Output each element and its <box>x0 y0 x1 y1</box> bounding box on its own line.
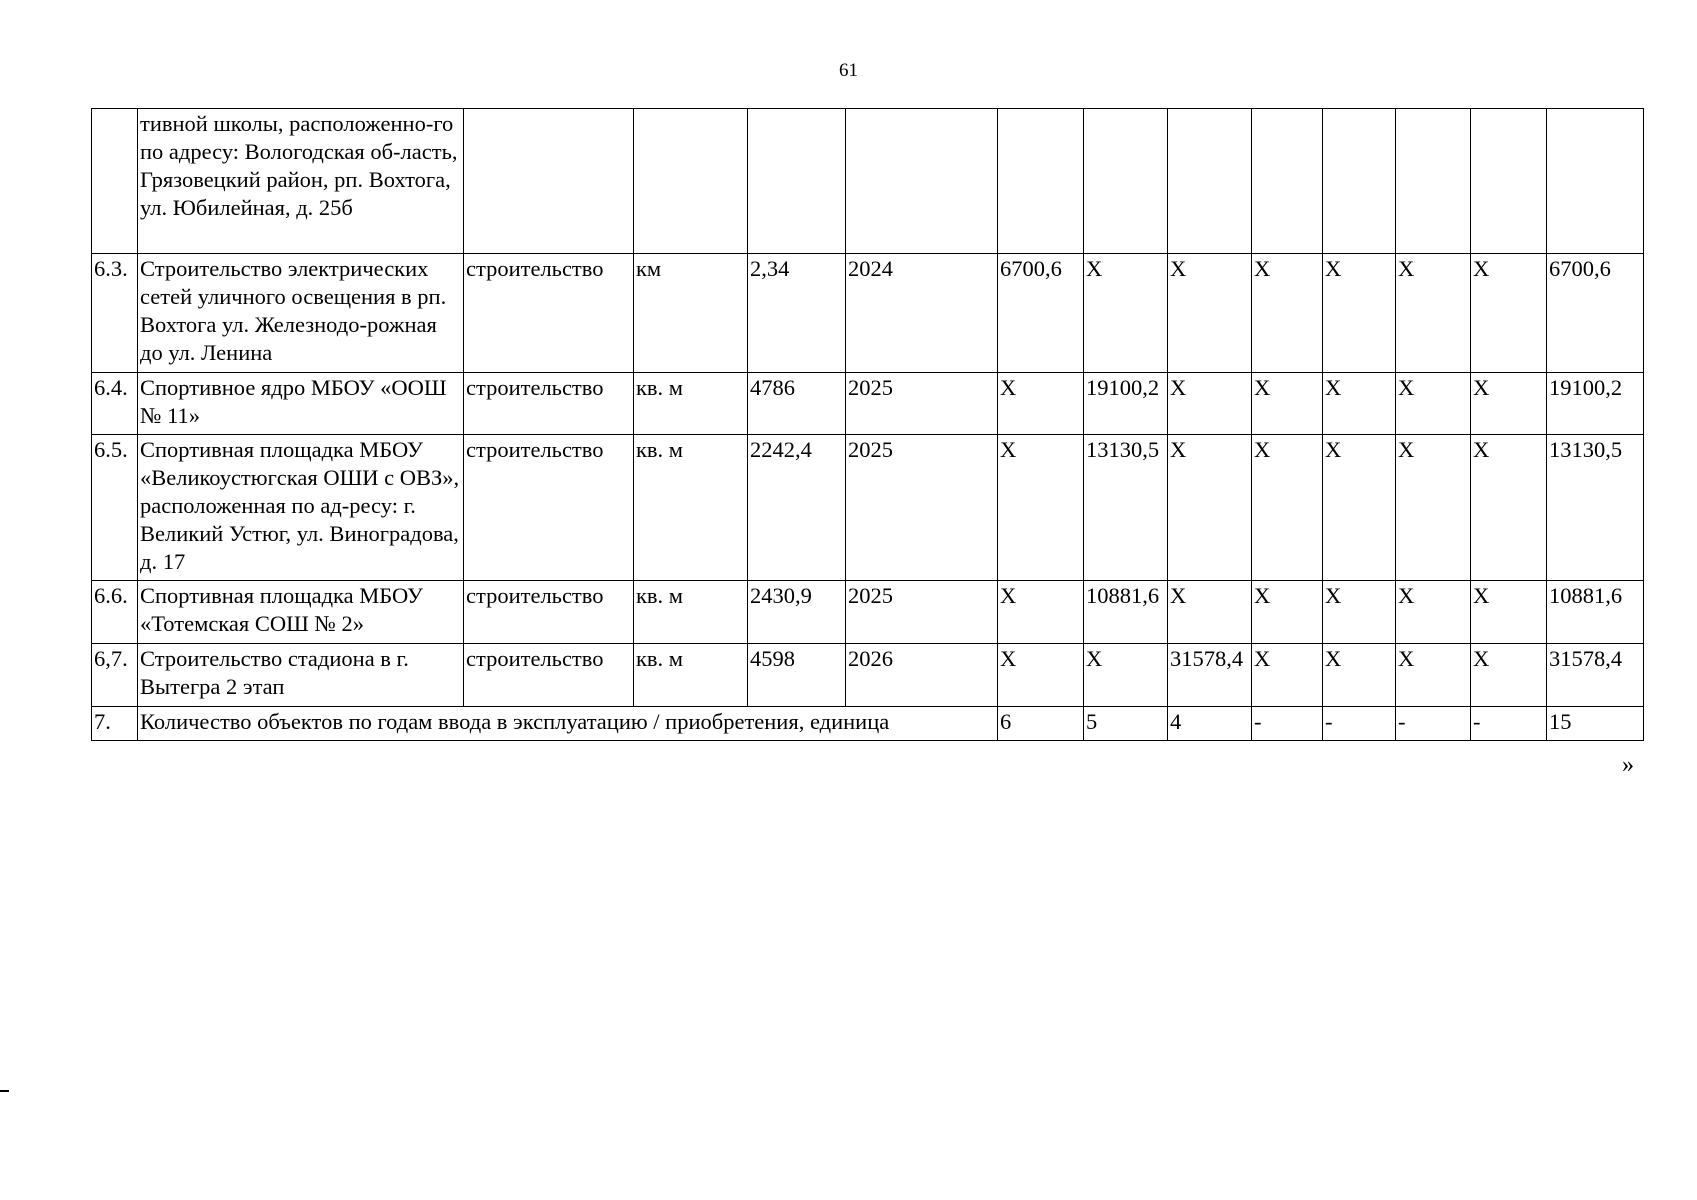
value-col-1 <box>998 109 1084 254</box>
row-number: 6.3. <box>92 254 138 373</box>
object-name: Спортивное ядро МБОУ «ООШ № 11» <box>138 373 464 435</box>
capacity: 2242,4 <box>748 435 846 581</box>
unit: км <box>634 254 748 373</box>
value-col-7: X <box>1471 644 1547 707</box>
value-col-6: X <box>1396 254 1471 373</box>
value-col-1: X <box>998 435 1084 581</box>
value-col-3: 31578,4 <box>1168 644 1252 707</box>
table-row <box>92 109 1644 254</box>
value-col-1: X <box>998 373 1084 435</box>
capacity: 4786 <box>748 373 846 435</box>
work-type: строительство <box>464 644 634 707</box>
value-col-5 <box>1323 109 1396 254</box>
work-type: строительство <box>464 435 634 581</box>
table-row <box>92 254 1644 373</box>
table-total-row <box>92 707 1644 741</box>
margin-mark <box>0 1090 9 1092</box>
value-col-1: X <box>998 581 1084 644</box>
value-col-7: X <box>1471 581 1547 644</box>
value-col-2: X <box>1084 254 1168 373</box>
row-number: 7. <box>92 707 138 741</box>
row-number: 6,7. <box>92 644 138 707</box>
object-name: тивной школы, расположенно-го по адресу: Вологодская об-ласть, Грязовецкий район, рп. Вохтога, ул. Юбилейная, д. 25б <box>138 109 464 254</box>
value-col-6: X <box>1396 435 1471 581</box>
count-total: 15 <box>1547 707 1644 741</box>
value-col-5: X <box>1323 254 1396 373</box>
total-value <box>1547 109 1644 254</box>
object-name: Строительство стадиона в г. Вытегра 2 этап <box>138 644 464 707</box>
capacity <box>748 109 846 254</box>
value-col-3: X <box>1168 581 1252 644</box>
value-col-4: X <box>1252 254 1323 373</box>
object-name: Спортивная площадка МБОУ «Великоустюгская ОШИ с ОВЗ», расположенная по ад-ресу: г. Великий Устюг, ул. Виноградова, д. 17 <box>138 435 464 581</box>
count-col-7: - <box>1471 707 1547 741</box>
closing-quote: » <box>1622 752 1634 778</box>
object-name: Строительство электрических сетей уличного освещения в рп. Вохтога ул. Железнодо-рожная до ул. Ленина <box>138 254 464 373</box>
objects-table <box>91 108 1644 741</box>
value-col-5: X <box>1323 581 1396 644</box>
total-value: 10881,6 <box>1547 581 1644 644</box>
capacity: 4598 <box>748 644 846 707</box>
total-row-label: Количество объектов по годам ввода в эксплуатацию / приобретения, единица <box>138 707 998 741</box>
value-col-2: X <box>1084 644 1168 707</box>
value-col-5: X <box>1323 435 1396 581</box>
work-type: строительство <box>464 373 634 435</box>
value-col-3: X <box>1168 435 1252 581</box>
object-name: Спортивная площадка МБОУ «Тотемская СОШ № 2» <box>138 581 464 644</box>
value-col-2 <box>1084 109 1168 254</box>
commission-year: 2026 <box>846 644 998 707</box>
commission-year: 2024 <box>846 254 998 373</box>
value-col-4: X <box>1252 644 1323 707</box>
value-col-3: X <box>1168 254 1252 373</box>
value-col-2: 19100,2 <box>1084 373 1168 435</box>
work-type: строительство <box>464 581 634 644</box>
total-value: 6700,6 <box>1547 254 1644 373</box>
value-col-4: X <box>1252 435 1323 581</box>
value-col-6: X <box>1396 373 1471 435</box>
total-value: 31578,4 <box>1547 644 1644 707</box>
value-col-4: X <box>1252 581 1323 644</box>
commission-year: 2025 <box>846 581 998 644</box>
unit: кв. м <box>634 581 748 644</box>
capacity: 2430,9 <box>748 581 846 644</box>
value-col-7: X <box>1471 435 1547 581</box>
commission-year: 2025 <box>846 373 998 435</box>
value-col-6 <box>1396 109 1471 254</box>
value-col-4 <box>1252 109 1323 254</box>
capacity: 2,34 <box>748 254 846 373</box>
unit <box>634 109 748 254</box>
value-col-6: X <box>1396 581 1471 644</box>
row-number: 6.6. <box>92 581 138 644</box>
value-col-1: X <box>998 644 1084 707</box>
table-row <box>92 644 1644 707</box>
value-col-5: X <box>1323 644 1396 707</box>
commission-year <box>846 109 998 254</box>
table-row <box>92 581 1644 644</box>
total-value: 19100,2 <box>1547 373 1644 435</box>
value-col-1: 6700,6 <box>998 254 1084 373</box>
unit: кв. м <box>634 373 748 435</box>
count-col-1: 6 <box>998 707 1084 741</box>
value-col-2: 10881,6 <box>1084 581 1168 644</box>
table-row <box>92 435 1644 581</box>
row-number: 6.5. <box>92 435 138 581</box>
row-number: 6.4. <box>92 373 138 435</box>
value-col-7 <box>1471 109 1547 254</box>
count-col-5: - <box>1323 707 1396 741</box>
value-col-7: X <box>1471 373 1547 435</box>
table-row <box>92 373 1644 435</box>
unit: кв. м <box>634 644 748 707</box>
value-col-7: X <box>1471 254 1547 373</box>
value-col-3 <box>1168 109 1252 254</box>
value-col-3: X <box>1168 373 1252 435</box>
page-number: 61 <box>839 60 858 81</box>
count-col-4: - <box>1252 707 1323 741</box>
total-value: 13130,5 <box>1547 435 1644 581</box>
unit: кв. м <box>634 435 748 581</box>
value-col-5: X <box>1323 373 1396 435</box>
commission-year: 2025 <box>846 435 998 581</box>
count-col-6: - <box>1396 707 1471 741</box>
count-col-3: 4 <box>1168 707 1252 741</box>
value-col-4: X <box>1252 373 1323 435</box>
work-type <box>464 109 634 254</box>
row-number <box>92 109 138 254</box>
count-col-2: 5 <box>1084 707 1168 741</box>
value-col-2: 13130,5 <box>1084 435 1168 581</box>
value-col-6: X <box>1396 644 1471 707</box>
work-type: строительство <box>464 254 634 373</box>
